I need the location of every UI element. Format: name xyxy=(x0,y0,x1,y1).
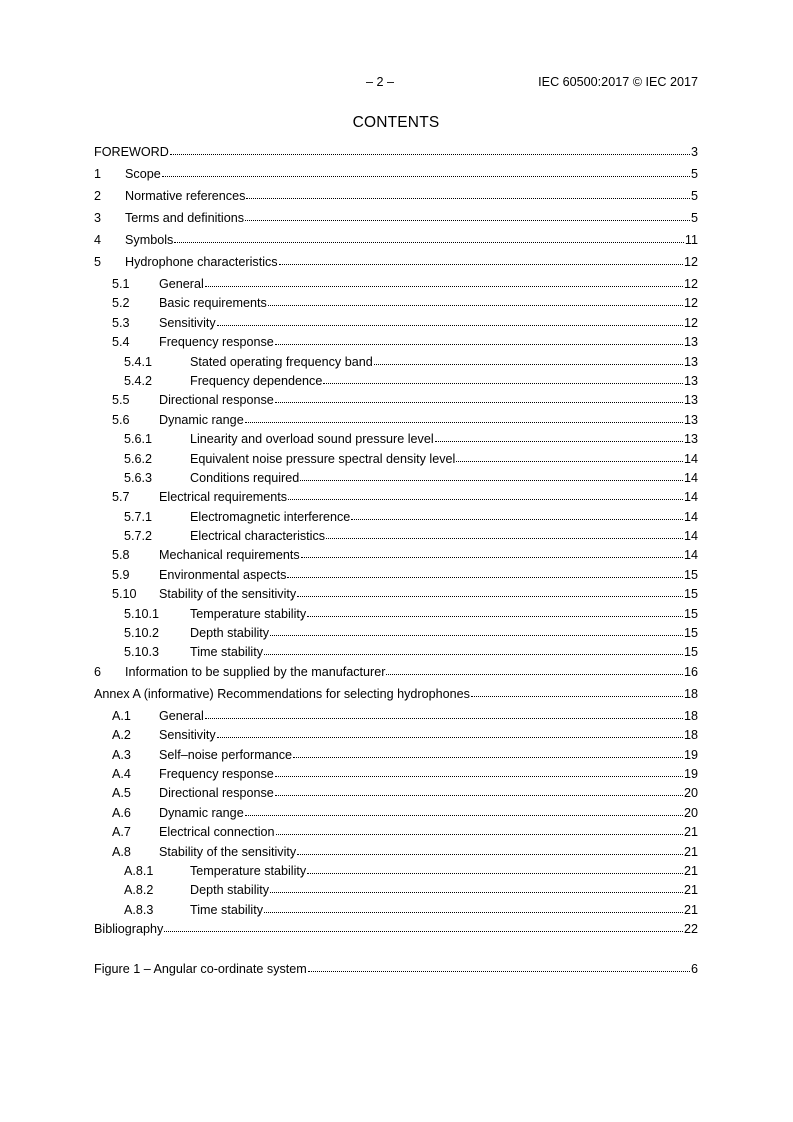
toc-entry-title: Electrical connection xyxy=(159,825,275,840)
toc-entry-page: 15 xyxy=(683,567,698,582)
toc-entry[interactable] xyxy=(94,296,698,315)
dot-leader xyxy=(297,595,683,597)
toc-entry-title: Sensitivity xyxy=(159,728,216,743)
toc-entry-page: 20 xyxy=(683,786,698,801)
toc-entry-page: 21 xyxy=(683,825,698,840)
toc-entry-number: 5.4.1 xyxy=(124,354,153,369)
dot-leader xyxy=(270,634,683,636)
toc-entry-title: Dynamic range xyxy=(159,805,244,820)
toc-entry-title: Self–noise performance xyxy=(159,747,293,762)
toc-entry-title: FOREWORD xyxy=(94,145,169,159)
toc-entry-number: A.4 xyxy=(112,766,131,781)
toc-entry-title: Temperature stability xyxy=(190,606,307,621)
dot-leader xyxy=(276,833,683,835)
dot-leader xyxy=(275,794,683,796)
toc-entry[interactable] xyxy=(94,432,698,451)
toc-entry-title: Information to be supplied by the manufacturer xyxy=(125,664,386,679)
toc-entry-title: Electrical requirements xyxy=(159,490,288,505)
toc-entry[interactable] xyxy=(94,374,698,393)
page-number: – 2 – xyxy=(366,75,395,89)
dot-leader xyxy=(287,576,683,578)
toc-entry[interactable] xyxy=(94,277,698,296)
page-header xyxy=(94,75,698,91)
toc-entry-title: General xyxy=(159,708,204,723)
toc-entry-page: 21 xyxy=(683,902,698,917)
toc-entry-page: 13 xyxy=(683,393,698,408)
toc-entry[interactable] xyxy=(94,626,698,645)
dot-leader xyxy=(288,498,683,500)
dot-leader xyxy=(300,479,683,481)
dot-leader xyxy=(264,653,683,655)
toc-entry-number: 5.4.2 xyxy=(124,373,153,388)
contents-title: CONTENTS xyxy=(352,114,440,131)
toc-entry-page: 15 xyxy=(683,606,698,621)
dot-leader xyxy=(456,460,683,462)
figure-list-entry[interactable] xyxy=(94,962,698,984)
toc-entry-title: Basic requirements xyxy=(159,296,267,311)
toc-entry-number: 6 xyxy=(94,664,102,679)
toc-entry-page: 13 xyxy=(683,432,698,447)
dot-leader xyxy=(205,717,683,719)
toc-entry-title: General xyxy=(159,277,204,291)
toc-entry-number: 5.10.1 xyxy=(124,606,160,621)
dot-leader xyxy=(162,175,690,177)
toc-entry[interactable] xyxy=(94,211,698,233)
dot-leader xyxy=(205,285,683,287)
toc-entry-title: Dynamic range xyxy=(159,412,244,427)
toc-entry-number: 5.1 xyxy=(112,277,130,291)
dot-leader xyxy=(307,872,683,874)
toc-entry-title: Time stability xyxy=(190,902,264,917)
toc-entry-title: Terms and definitions xyxy=(125,211,245,225)
toc-entry[interactable] xyxy=(94,529,698,548)
toc-entry-number: A.7 xyxy=(112,825,131,840)
toc-entry-page: 14 xyxy=(683,470,698,485)
dot-leader xyxy=(435,440,683,442)
toc-entry-title: Conditions required xyxy=(190,470,300,485)
toc-entry-number: 5.8 xyxy=(112,548,130,563)
toc-entry-page: 20 xyxy=(683,805,698,820)
toc-entry-number: 5.6.2 xyxy=(124,451,153,466)
toc-entry-page: 21 xyxy=(683,883,698,898)
toc-entry-number: A.1 xyxy=(112,708,131,723)
toc-entry-title: Annex A (informative) Recommendations for selecting hydrophones xyxy=(94,686,470,701)
toc-entry[interactable] xyxy=(94,255,698,277)
toc-entry[interactable] xyxy=(94,806,698,825)
toc-entry-number: 5.6 xyxy=(112,412,130,427)
toc-entry-number: A.6 xyxy=(112,805,131,820)
toc-entry-page: 14 xyxy=(683,451,698,466)
toc-entry-page: 5 xyxy=(690,211,698,225)
toc-entry[interactable] xyxy=(94,568,698,587)
toc-entry[interactable] xyxy=(94,548,698,567)
toc-entry-page: 16 xyxy=(683,664,698,679)
toc-entry-page: 18 xyxy=(683,686,698,701)
toc-entry[interactable] xyxy=(94,748,698,767)
toc-entry-page: 18 xyxy=(683,708,698,723)
toc-entry[interactable] xyxy=(94,233,698,255)
toc-entry-page: 3 xyxy=(690,145,698,159)
toc-entry-number: 5 xyxy=(94,255,102,269)
toc-entry-title: Linearity and overload sound pressure level xyxy=(190,432,434,447)
dot-leader xyxy=(275,343,683,345)
toc-entry[interactable] xyxy=(94,189,698,211)
toc-entry-title: Mechanical requirements xyxy=(159,548,300,563)
dot-leader xyxy=(351,518,683,520)
toc-entry-number: 5.10.2 xyxy=(124,626,160,641)
toc-entry-page: 15 xyxy=(683,587,698,602)
toc-entry-page: 11 xyxy=(684,233,698,247)
toc-entry[interactable] xyxy=(94,825,698,844)
toc-entry-page: 19 xyxy=(683,747,698,762)
toc-entry-number: 5.7.1 xyxy=(124,509,153,524)
toc-entry-page: 13 xyxy=(683,412,698,427)
toc-entry-title: Electrical characteristics xyxy=(190,529,326,544)
toc-entry[interactable] xyxy=(94,903,698,922)
toc-entry-title: Hydrophone characteristics xyxy=(125,255,278,269)
toc-entry-number: 2 xyxy=(94,189,102,203)
toc-entry-number: 3 xyxy=(94,211,102,225)
toc-entry-title: Time stability xyxy=(190,645,264,660)
toc-entry-number: 5.7.2 xyxy=(124,529,153,544)
toc-entry[interactable] xyxy=(94,355,698,374)
toc-entry-page: 15 xyxy=(683,626,698,641)
toc-entry[interactable] xyxy=(94,510,698,529)
dot-leader xyxy=(308,970,690,972)
toc-entry[interactable] xyxy=(94,413,698,432)
toc-entry[interactable] xyxy=(94,587,698,606)
toc-entry-title: Stability of the sensitivity xyxy=(159,844,297,859)
toc-entry[interactable] xyxy=(94,607,698,626)
toc-entry-page: 12 xyxy=(683,315,698,330)
toc-entry[interactable] xyxy=(94,883,698,902)
toc-entry-page: 14 xyxy=(683,490,698,505)
dot-leader xyxy=(268,304,683,306)
toc-entry-number: 5.9 xyxy=(112,567,130,582)
dot-leader xyxy=(245,814,683,816)
toc-entry-number: 5.4 xyxy=(112,335,130,350)
toc-entry-page: 14 xyxy=(683,529,698,544)
dot-leader xyxy=(246,197,690,199)
section-spacer xyxy=(94,944,698,962)
toc-entry-title: Bibliography xyxy=(94,922,164,937)
dot-leader xyxy=(301,556,683,558)
toc-entry-title: Frequency response xyxy=(159,335,274,350)
toc-entry-number: 5.5 xyxy=(112,393,130,408)
toc-entry-title: Depth stability xyxy=(190,626,270,641)
toc-entry-page: 12 xyxy=(683,277,698,291)
toc-entry-number: 5.6.1 xyxy=(124,432,153,447)
toc-entry-page: 12 xyxy=(683,255,698,269)
toc-entry[interactable] xyxy=(94,728,698,747)
toc-entry-title: Depth stability xyxy=(190,883,270,898)
toc-entry[interactable] xyxy=(94,687,698,709)
toc-entry-title: Symbols xyxy=(125,233,174,247)
toc-entry[interactable] xyxy=(94,786,698,805)
toc-entry-page: 13 xyxy=(683,335,698,350)
dot-leader xyxy=(275,401,683,403)
toc-entry-number: 5.7 xyxy=(112,490,130,505)
toc-entry[interactable] xyxy=(94,393,698,412)
toc-entry-title: Equivalent noise pressure spectral density level xyxy=(190,451,456,466)
dot-leader xyxy=(307,615,683,617)
toc-entry-title: Normative references xyxy=(125,189,246,203)
toc-entry-title: Frequency dependence xyxy=(190,373,323,388)
toc-entry-page: 6 xyxy=(690,962,698,977)
toc-entry-title: Sensitivity xyxy=(159,315,216,330)
toc-entry[interactable] xyxy=(94,645,698,664)
toc-entry-number: A.8.1 xyxy=(124,863,154,878)
toc-entry[interactable] xyxy=(94,335,698,354)
toc-entry-number: A.8 xyxy=(112,844,131,859)
dot-leader xyxy=(297,853,683,855)
dot-leader xyxy=(264,911,683,913)
toc-entry-number: A.3 xyxy=(112,747,131,762)
dot-leader xyxy=(374,363,683,365)
toc-entry-page: 18 xyxy=(683,728,698,743)
toc-entry-page: 14 xyxy=(683,548,698,563)
toc-entry-title: Stated operating frequency band xyxy=(190,354,373,369)
dot-leader xyxy=(245,421,683,423)
toc-entry[interactable] xyxy=(94,145,698,167)
toc-entry[interactable] xyxy=(94,490,698,509)
toc-entry[interactable] xyxy=(94,316,698,335)
dot-leader xyxy=(245,219,690,221)
toc-entry[interactable] xyxy=(94,471,698,490)
toc-entry-page: 22 xyxy=(683,922,698,937)
toc-entry-page: 5 xyxy=(690,167,698,181)
toc-entry[interactable] xyxy=(94,452,698,471)
dot-leader xyxy=(275,775,683,777)
dot-leader xyxy=(471,695,683,697)
toc-entry-title: Temperature stability xyxy=(190,863,307,878)
toc-entry-page: 12 xyxy=(683,296,698,311)
toc-entry-page: 19 xyxy=(683,766,698,781)
dot-leader xyxy=(164,930,683,932)
toc-entry[interactable] xyxy=(94,922,698,944)
dot-leader xyxy=(293,756,683,758)
dot-leader xyxy=(279,263,683,265)
dot-leader xyxy=(323,382,683,384)
document-reference: IEC 60500:2017 © IEC 2017 xyxy=(538,75,698,89)
toc-entry[interactable] xyxy=(94,709,698,728)
toc-entry-page: 21 xyxy=(683,863,698,878)
toc-entry-number: A.5 xyxy=(112,786,131,801)
toc-entry-number: 5.2 xyxy=(112,296,130,311)
toc-entry[interactable] xyxy=(94,167,698,189)
dot-leader xyxy=(170,153,690,155)
toc-entry-title: Frequency response xyxy=(159,766,274,781)
toc-entry[interactable] xyxy=(94,767,698,786)
dot-leader xyxy=(217,736,683,738)
dot-leader xyxy=(217,324,683,326)
toc-entry-page: 13 xyxy=(683,373,698,388)
toc-entry-title: Figure 1 – Angular co-ordinate system xyxy=(94,962,307,977)
toc-entry-number: 5.10.3 xyxy=(124,645,160,660)
toc-entry[interactable] xyxy=(94,665,698,687)
toc-entry-number: 1 xyxy=(94,167,102,181)
toc-entry-number: A.2 xyxy=(112,728,131,743)
toc-entry-number: 5.6.3 xyxy=(124,470,153,485)
dot-leader xyxy=(386,673,683,675)
table-of-contents xyxy=(94,145,698,984)
toc-entry-page: 13 xyxy=(683,354,698,369)
toc-entry-title: Directional response xyxy=(159,786,274,801)
toc-entry-page: 14 xyxy=(683,509,698,524)
toc-entry-page: 21 xyxy=(683,844,698,859)
toc-entry-number: A.8.3 xyxy=(124,902,154,917)
dot-leader xyxy=(174,241,684,243)
toc-entry-title: Electromagnetic interference xyxy=(190,509,351,524)
toc-entry[interactable] xyxy=(94,864,698,883)
dot-leader xyxy=(270,891,683,893)
toc-entry-number: 5.10 xyxy=(112,587,137,602)
toc-entry-title: Directional response xyxy=(159,393,274,408)
toc-entry-title: Environmental aspects xyxy=(159,567,287,582)
toc-entry-title: Scope xyxy=(125,167,161,181)
toc-entry-page: 5 xyxy=(690,189,698,203)
toc-entry-page: 15 xyxy=(683,645,698,660)
toc-entry-number: 4 xyxy=(94,233,102,247)
toc-entry[interactable] xyxy=(94,845,698,864)
dot-leader xyxy=(326,537,683,539)
toc-entry-number: 5.3 xyxy=(112,315,130,330)
toc-entry-number: A.8.2 xyxy=(124,883,154,898)
toc-entry-title: Stability of the sensitivity xyxy=(159,587,297,602)
